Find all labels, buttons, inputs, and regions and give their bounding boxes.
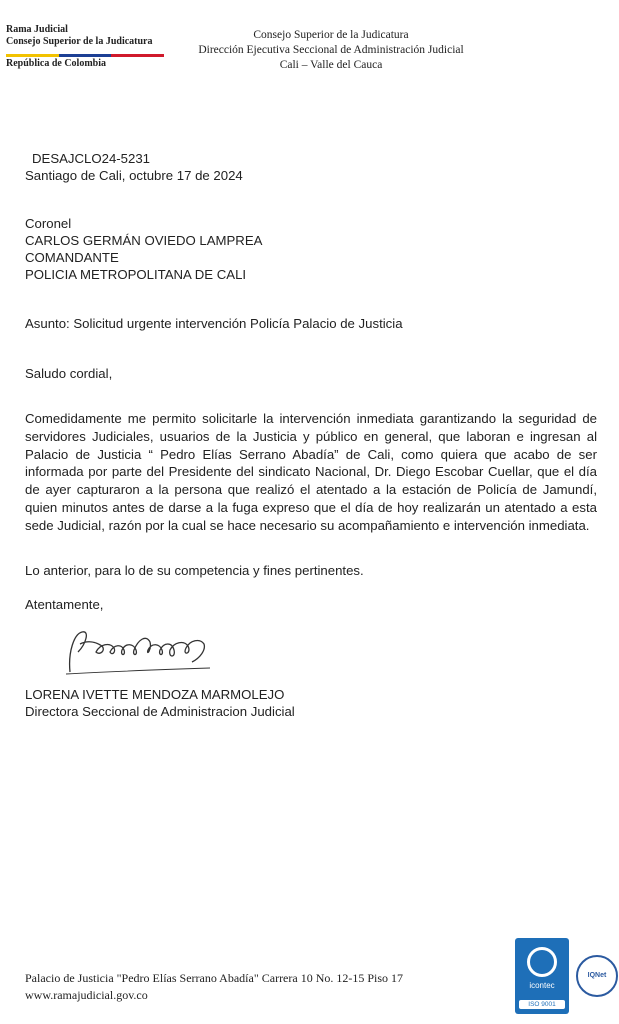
place-date: Santiago de Cali, octubre 17 de 2024 bbox=[25, 168, 243, 183]
body-paragraph: Comedidamente me permito solicitarle la intervención inmediata garantizando la seguridad de servidores Judiciales, usuarios de la Justicia y público en general, que laboran e ingresan al Palacio de Justicia “ Pedro Elías Serrano Abadía” de Cali, como quiera que acabo de ser informada por parte del Presidente del sindicato Nacional, Dr. Diego Escobar Cuellar, que el día de ayer capturaron a la persona que realizó el atentado a la estación de Policía de Jamundí, quien minutos antes de darse a la fuga expreso que el día de hoy realizarán un atentado a esta sede Judicial, razón por la cual se hace necesario su acompañamiento e intervención inmediata. bbox=[25, 411, 597, 533]
header-line-1: Consejo Superior de la Judicatura bbox=[253, 29, 409, 41]
greeting: Saludo cordial, bbox=[25, 366, 113, 381]
icontec-label: icontec bbox=[529, 981, 555, 990]
iqnet-certification-badge: IQNet bbox=[576, 955, 618, 997]
flag-yellow bbox=[6, 54, 59, 57]
subject-line: Asunto: Solicitud urgente intervención Policía Palacio de Justicia bbox=[25, 316, 403, 331]
logo-line-3: República de Colombia bbox=[6, 58, 107, 69]
icontec-certification-badge bbox=[515, 938, 569, 1014]
recipient-name: CARLOS GERMÁN OVIEDO LAMPREA bbox=[25, 233, 263, 248]
signer-name: LORENA IVETTE MENDOZA MARMOLEJO bbox=[25, 687, 285, 702]
flag-blue bbox=[59, 54, 112, 57]
flag-stripe bbox=[6, 54, 164, 57]
footer-address: Palacio de Justicia "Pedro Elías Serrano Abadía" Carrera 10 No. 12-15 Piso 17 bbox=[25, 971, 404, 985]
iso-label: ISO 9001 bbox=[519, 1000, 565, 1009]
recipient-rank: Coronel bbox=[25, 216, 72, 231]
flag-red bbox=[111, 54, 164, 57]
logo-line-2: Consejo Superior de la Judicatura bbox=[6, 36, 153, 47]
icontec-ring-icon bbox=[527, 947, 557, 977]
footer bbox=[25, 970, 403, 1004]
rama-judicial-logo bbox=[6, 24, 153, 48]
header-line-3: Cali – Valle del Cauca bbox=[279, 59, 383, 71]
header-line-2: Dirección Ejecutiva Seccional de Administración Judicial bbox=[198, 44, 464, 56]
handwritten-signature bbox=[60, 622, 225, 680]
signer-title: Directora Seccional de Administracion Judicial bbox=[25, 704, 295, 719]
logo-line-1: Rama Judicial bbox=[6, 24, 68, 35]
closing-note: Lo anterior, para lo de su competencia y fines pertinentes. bbox=[25, 563, 364, 578]
footer-website: www.ramajudicial.gov.co bbox=[25, 988, 148, 1002]
recipient-block bbox=[25, 215, 262, 283]
reference-number: DESAJCLO24-5231 bbox=[32, 151, 151, 166]
sign-off: Atentamente, bbox=[25, 597, 104, 612]
recipient-position: COMANDANTE bbox=[25, 250, 119, 265]
recipient-organization: POLICIA METROPOLITANA DE CALI bbox=[25, 267, 247, 282]
header-institution bbox=[176, 28, 486, 73]
